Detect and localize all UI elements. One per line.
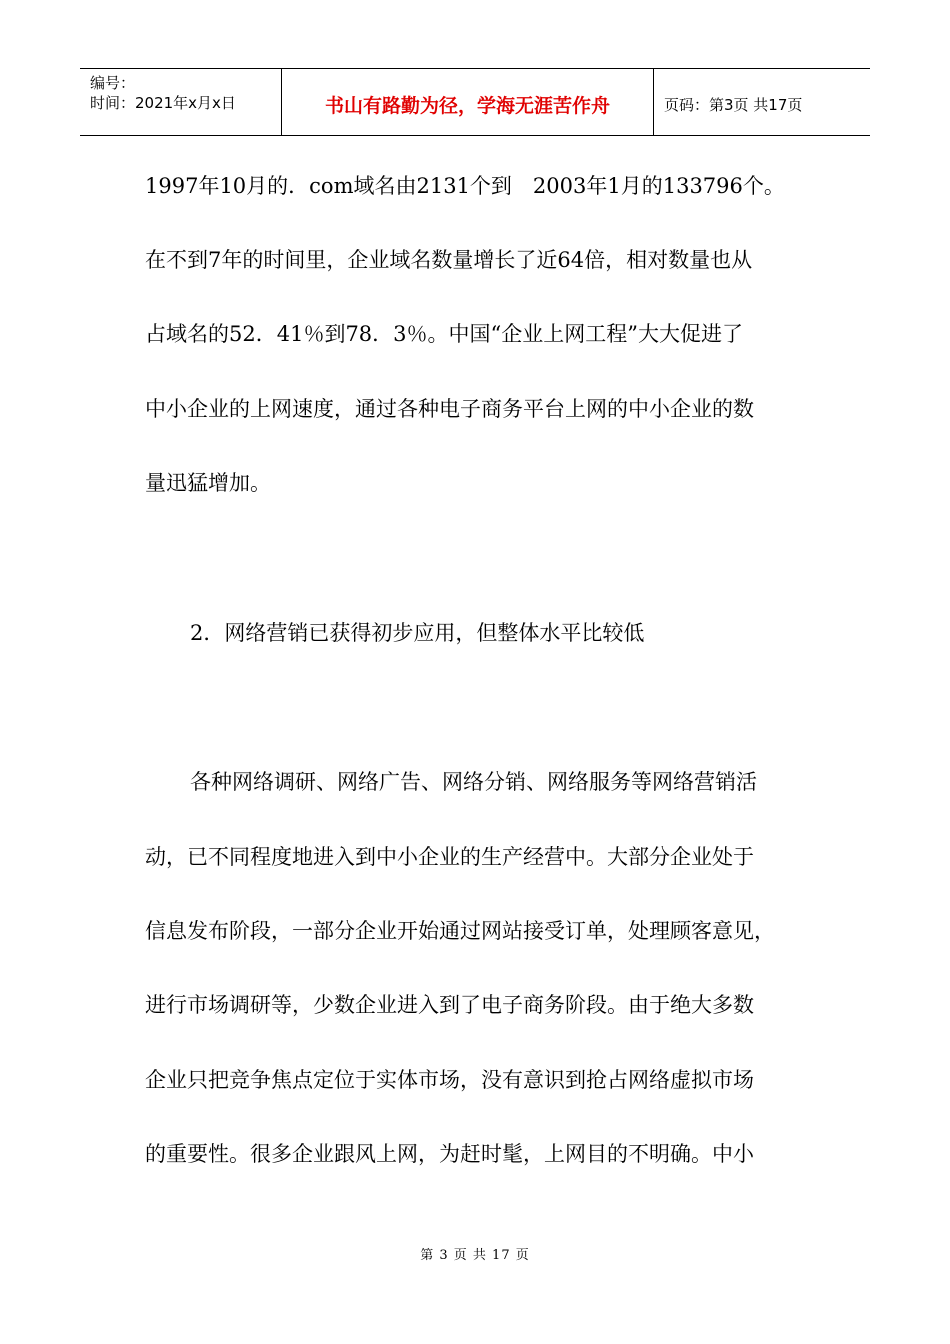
document-number-label: 编号：	[90, 74, 136, 92]
body-line-6: 各种网络调研、网络广告、网络分销、网络服务等网络营销活	[190, 770, 757, 794]
body-line-7: 动，已不同程度地进入到中小企业的生产经营中。大部分企业处于	[145, 845, 754, 869]
body-line-8: 信息发布阶段，一部分企业开始通过网站接受订单，处理顾客意见，	[145, 919, 775, 943]
page-header	[80, 68, 870, 136]
body-line-2: 在不到7年的时间里，企业域名数量增长了近64倍，相对数量也从	[145, 248, 753, 272]
body-line-4: 中小企业的上网速度，通过各种电子商务平台上网的中小企业的数	[145, 397, 754, 421]
body-line-10: 企业只把竞争焦点定位于实体市场，没有意识到抢占网络虚拟市场	[145, 1068, 754, 1092]
body-line-3: 占域名的52．41％到78．3％。中国“企业上网工程”大大促进了	[145, 322, 743, 346]
header-motto: 书山有路勤为径，学海无涯苦作舟	[281, 69, 654, 135]
header-meta	[80, 69, 281, 135]
section-heading-2: 2．网络营销已获得初步应用，但整体水平比较低	[190, 621, 645, 645]
header-page-code: 页码：第3页 共17页	[664, 95, 803, 114]
body-line-5: 量迅猛增加。	[145, 471, 271, 495]
page-footer: 第 3 页 共 17 页	[420, 1248, 530, 1263]
body-line-11: 的重要性。很多企业跟风上网，为赶时髦，上网目的不明确。中小	[145, 1142, 754, 1166]
document-time-label: 时间：2021年x月x日	[90, 94, 236, 112]
body-line-1: 1997年10月的．com域名由2131个到 2003年1月的133796个。	[145, 174, 785, 198]
body-line-9: 进行市场调研等，少数企业进入到了电子商务阶段。由于绝大多数	[145, 993, 754, 1017]
